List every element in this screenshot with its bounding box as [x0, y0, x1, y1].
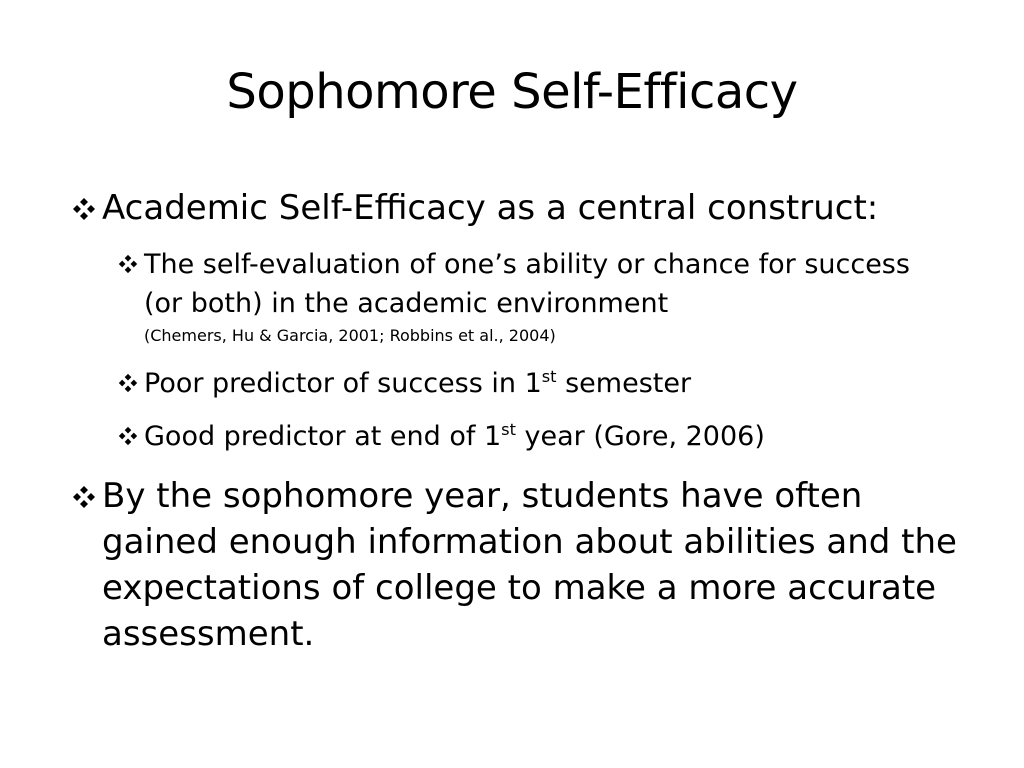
sub-bullet-good-predictor [118, 417, 948, 456]
sub-bullet-text-after: semester [556, 368, 692, 399]
four-diamond-bullet-icon [72, 197, 102, 221]
sub-bullet-text: The self-evaluation of one’s ability or chance for success (or both) in the academic environment [144, 249, 910, 319]
sub-bullet-text: Good predictor at end of 1 [144, 421, 502, 452]
bullet-sophomore-year [72, 473, 972, 657]
superscript: st [541, 367, 557, 386]
four-diamond-bullet-icon [118, 373, 144, 393]
sub-bullet-text-after: year (Gore, 2006) [515, 421, 765, 452]
bullet-text: Academic Self-Efficacy as a central construct: [102, 188, 879, 228]
sub-bullet-self-evaluation [118, 245, 948, 349]
four-diamond-bullet-icon [118, 426, 144, 446]
slide-title: Sophomore Self-Efficacy [226, 64, 798, 120]
four-diamond-bullet-icon [72, 485, 102, 509]
citation: (Chemers, Hu & Garcia, 2001; Robbins et al., 2004) [144, 326, 556, 345]
bullet-text: By the sophomore year, students have often gained enough information about abilities and the expectations of college to make a more accurate assessment. [102, 476, 957, 654]
sub-bullet-poor-predictor [118, 364, 948, 403]
four-diamond-bullet-icon [118, 254, 144, 274]
superscript: st [501, 420, 516, 439]
sub-bullet-text: Poor predictor of success in 1 [144, 368, 542, 399]
bullet-academic-self-efficacy [72, 185, 972, 231]
